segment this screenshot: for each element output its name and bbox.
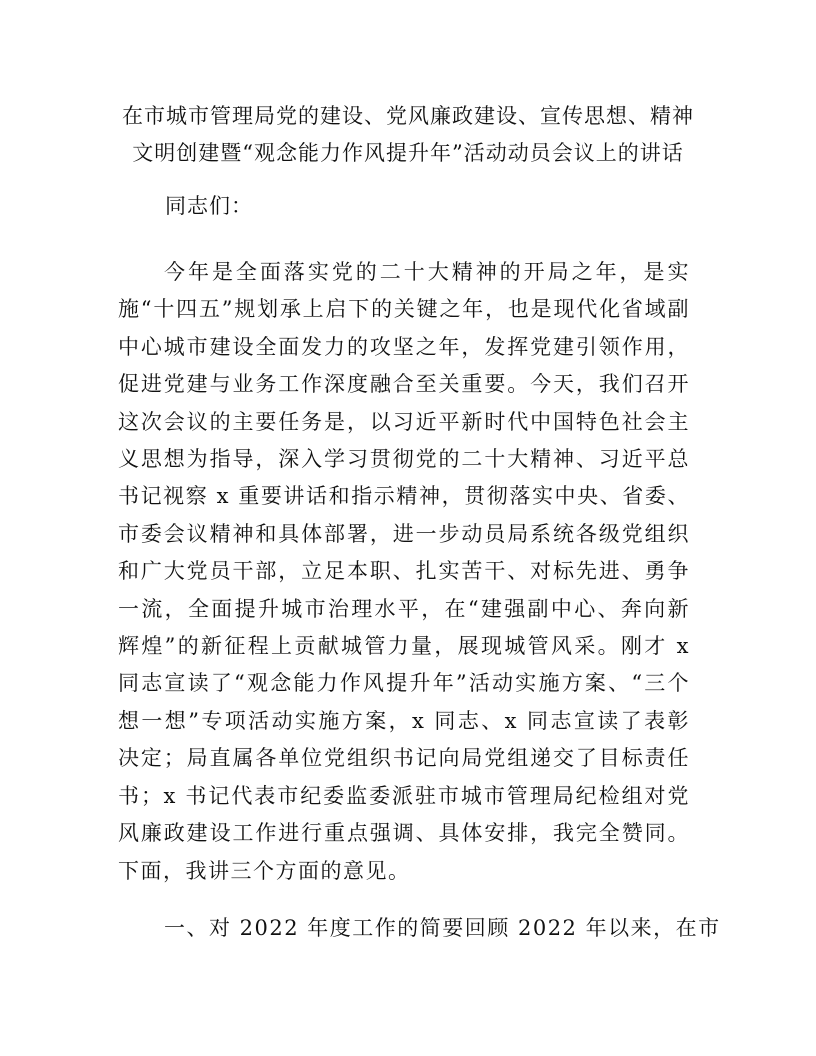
body-paragraph: 今年是全面落实党的二十大精神的开局之年，是实施“十四五”规划承上启下的关键之年，也是现代化省域副中心城市建设全面发力的攻坚之年，发挥党建引领作用，促进党建与业务工作深度融合至关重要。今天，我们召开这次会议的主要任务是，以习近平新时代中国特色社会主义思想为指导，深入学习贯彻党的二十大精神、习近平总书记视察 x 重要讲话和指示精神，贯彻落实中央、省委、市委会议精神和具体部署，进一步动员局系统各级党组织和广大党员干部，立足本职、扎实苦干、对标先进、勇争一流，全面提升城市治理水平，在“建强副中心、奔向新辉煌”的新征程上贡献城管力量，展现城管风采。刚才 x 同志宣读了“观念能力作风提升年”活动实施方案、“三个想一想”专项活动实施方案，x 同志、x 同志宣读了表彰决定；局直属各单位党组织书记向局党组递交了目标责任书；x 书记代表市纪委监委派驻市城市管理局纪检组对党风廉政建设工作进行重点强调、具体安排，我完全赞同。下面，我讲三个方面的意见。 [118,260,690,883]
section-heading-paragraph: 一、对 2022 年度工作的简要回顾 2022 年以来，在市 [164,916,721,940]
salutation: 同志们： [165,194,253,218]
document-title: 在市城市管理局党的建设、党风廉政建设、宣传思想、精神文明创建暨“观念能力作风提升年”活动动员会议上的讲话 [122,104,694,165]
